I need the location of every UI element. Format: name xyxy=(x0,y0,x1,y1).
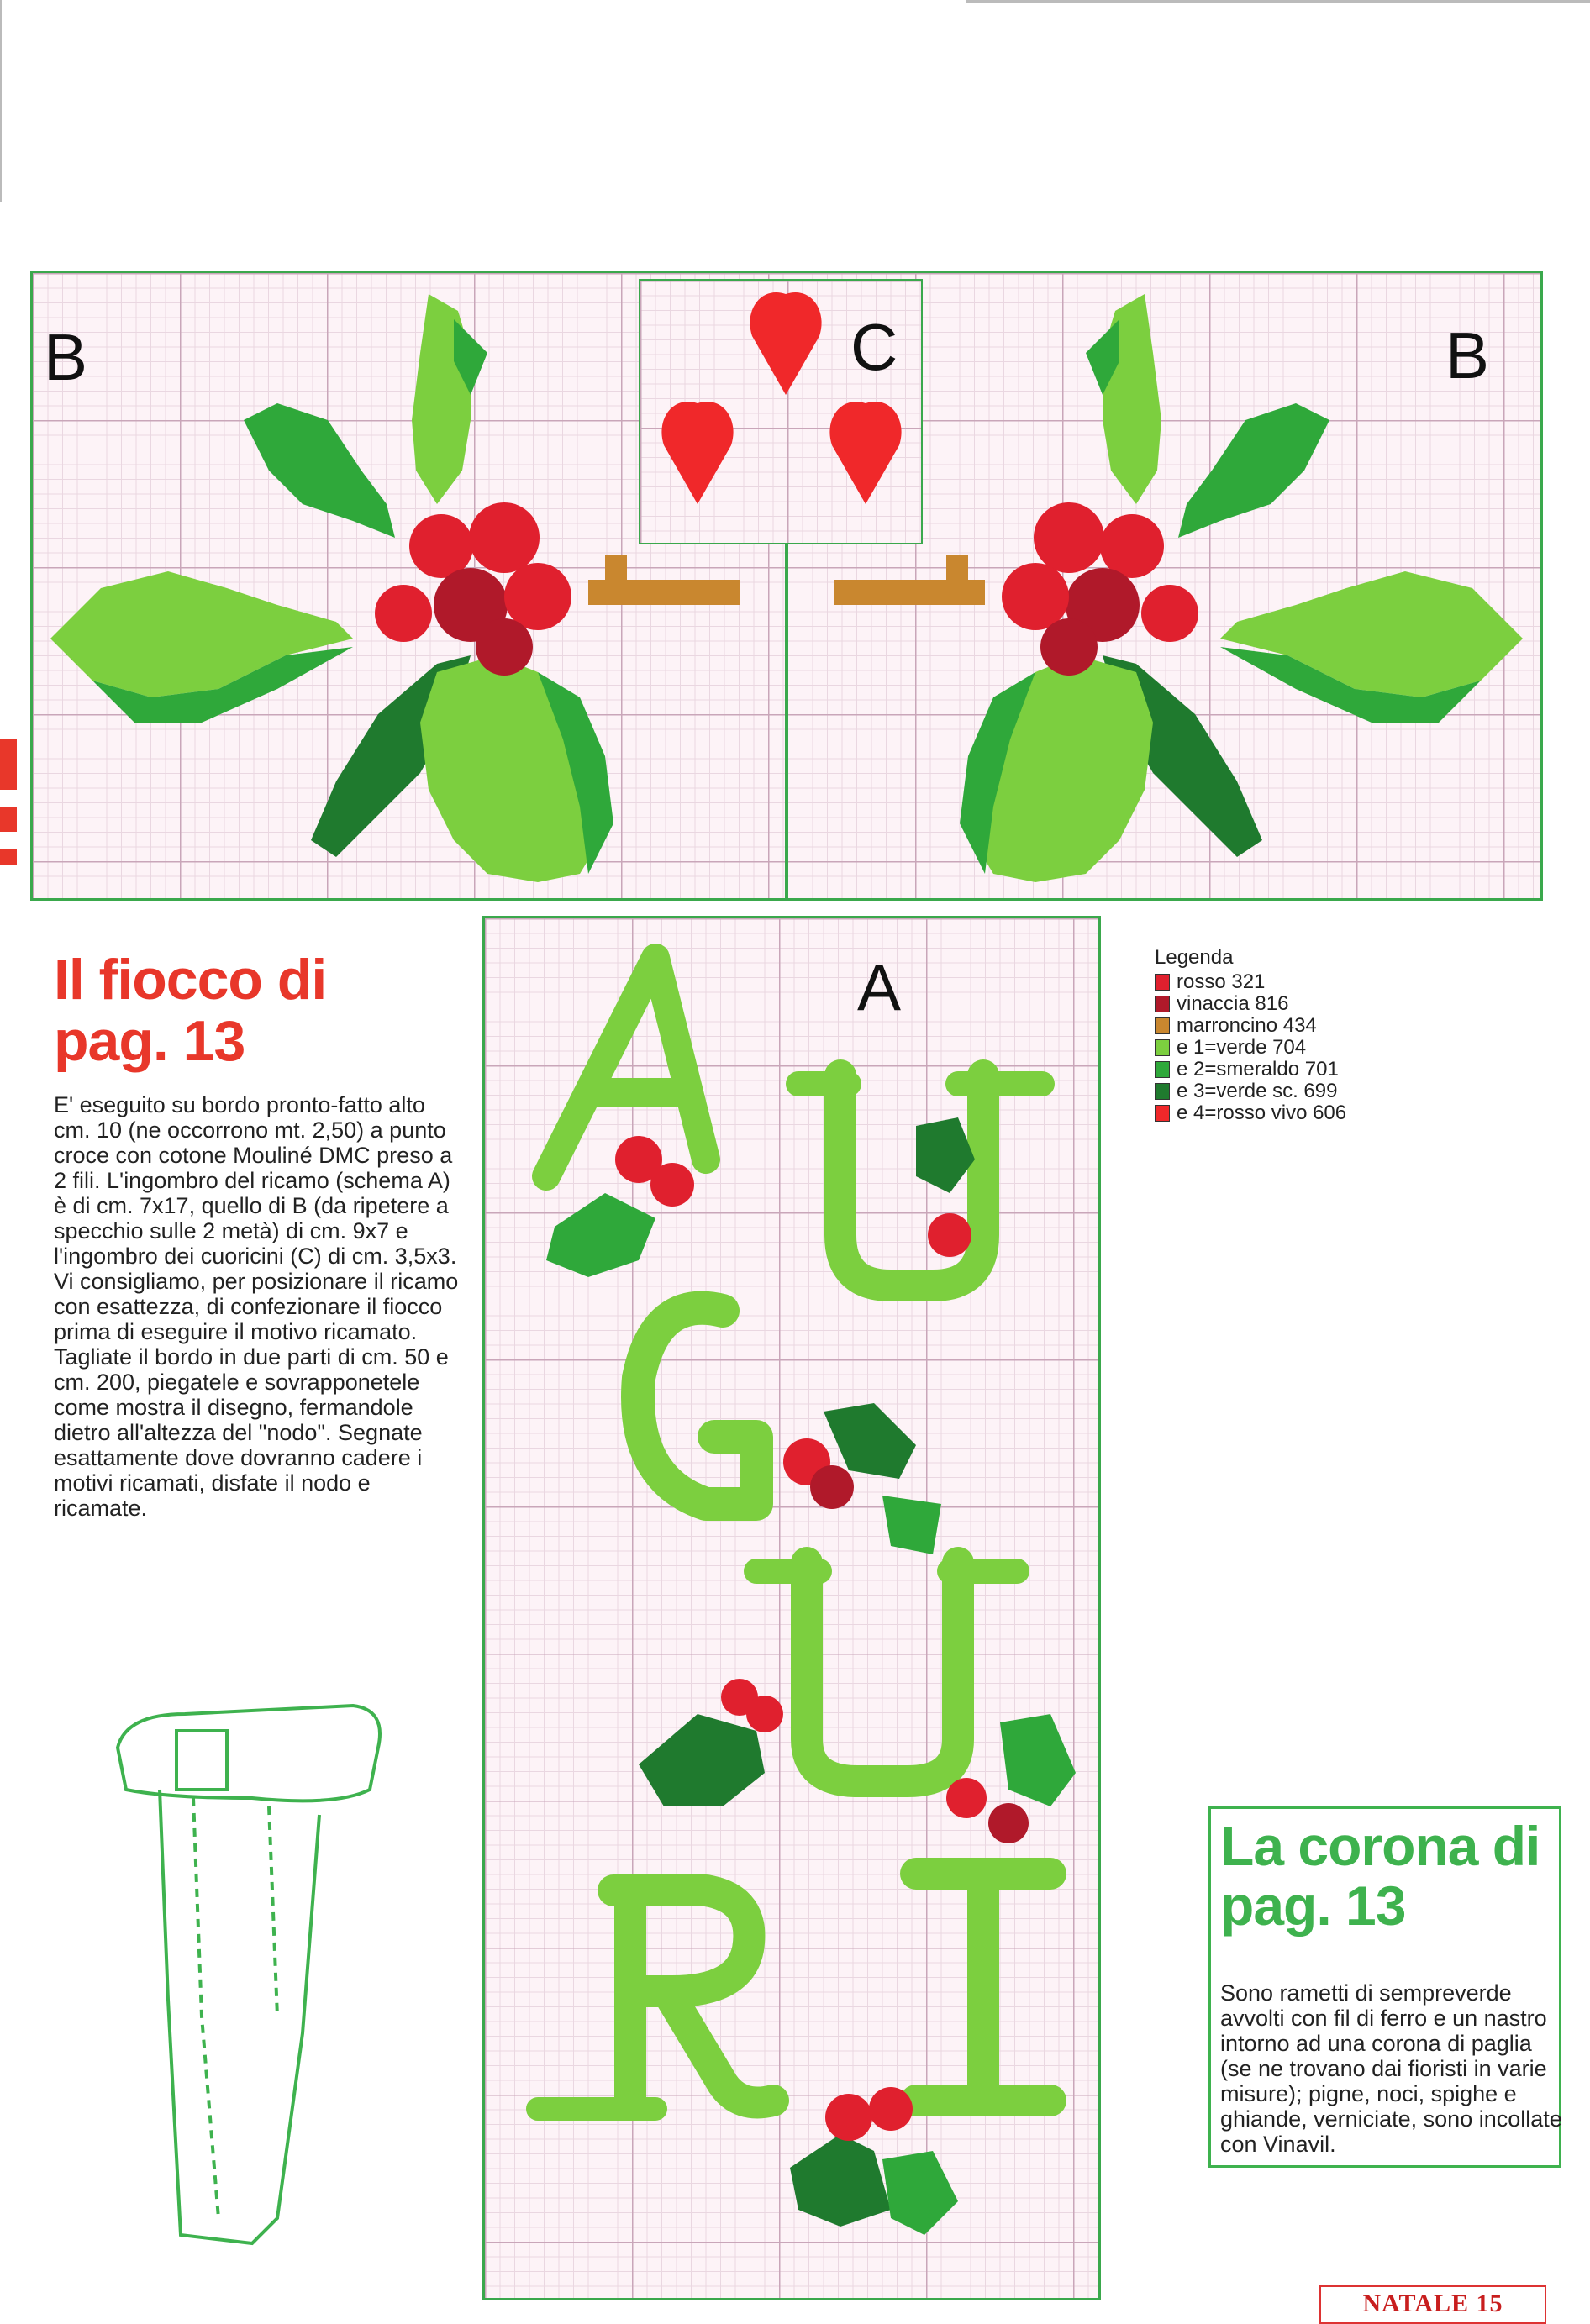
letter-u xyxy=(840,1075,983,1286)
berry xyxy=(476,618,533,676)
legend-label: e 4=rosso vivo 606 xyxy=(1177,1102,1347,1124)
legend-label: marroncino 434 xyxy=(1177,1014,1317,1037)
berry xyxy=(928,1213,971,1257)
bow-drawing xyxy=(118,1706,380,2243)
bow-dash xyxy=(269,1806,277,2016)
holly-leaf xyxy=(1000,1714,1076,1806)
holly-leaf xyxy=(1178,403,1329,538)
scheme-a-label: A xyxy=(857,950,902,1024)
legend-item xyxy=(1155,1037,1457,1059)
holly-leaf xyxy=(546,1193,655,1277)
legend-label: e 3=verde sc. 699 xyxy=(1177,1080,1338,1102)
heart xyxy=(829,402,901,504)
berry xyxy=(1040,618,1098,676)
holly-left xyxy=(50,294,740,882)
corona-body: Sono rametti di sempreverde avvolti con fil di ferro e un nastro intorno ad una corona di paglia (se ne trovano dai fioristi in varie misure); pigne, noci, spighe e ghiande, verniciate, sono incollate con Vinavil. xyxy=(1220,1980,1562,2157)
holly-stem xyxy=(605,555,627,588)
berry xyxy=(1141,585,1198,642)
legend-swatch xyxy=(1155,1105,1170,1122)
legend-swatch xyxy=(1155,974,1170,991)
bow-loop xyxy=(118,1706,380,1801)
bow-knot xyxy=(176,1731,227,1790)
legend-swatch xyxy=(1155,1017,1170,1034)
legend-label: e 2=smeraldo 701 xyxy=(1177,1058,1339,1081)
letter-u2 xyxy=(807,1563,958,1781)
footer-magazine-name: NATALE xyxy=(1362,2290,1470,2317)
holly-stem xyxy=(946,555,968,588)
scheme-b-right-label: B xyxy=(1445,318,1490,392)
holly-leaf xyxy=(244,403,395,538)
fiocco-title: Il fiocco di pag. 13 xyxy=(54,948,327,1074)
berry xyxy=(1002,563,1069,630)
berry xyxy=(1100,514,1164,578)
holly-leaf xyxy=(790,2134,891,2227)
letter-g xyxy=(638,1308,756,1504)
legend-swatch xyxy=(1155,1083,1170,1100)
legend-item xyxy=(1155,1102,1457,1124)
bow-tail-inner xyxy=(193,1798,218,2218)
legend-label: e 1=verde 704 xyxy=(1177,1036,1307,1059)
auguri-letters xyxy=(538,958,1050,2109)
legend-item xyxy=(1155,993,1457,1015)
scheme-b-left-label: B xyxy=(44,320,88,394)
fiocco-body: E' eseguito su bordo pronto-fatto alto cm. 10 (ne occorrono mt. 2,50) a punto croce con cotone Mouliné DMC preso a 2 fili. L'ingombro del ricamo (schema A) è di cm. 7x17, quello di B (da ripetere a specchio sulle 2 metà) di cm. 9x7 e l'ingombro dei cuoricini (C) di cm. 3,5x3. Vi consigliamo, per posizionare il ricamo con esattezza, di confezionare il fiocco prima di eseguire il motivo ricamato. Tagliate il bordo in due parti di cm. 50 e cm. 200, piegatele e sovrapponetele come mostra il disegno, fermandole dietro all'altezza del "nodo". Segnate esattamente dove dovranno cadere i motivi ricamati, disfate il nodo e ricamate. xyxy=(54,1092,459,1521)
holly-right xyxy=(834,294,1523,882)
heart xyxy=(750,292,821,395)
holly-leaf xyxy=(882,1496,941,1554)
berry xyxy=(869,2087,913,2131)
berry xyxy=(988,1803,1029,1843)
berry xyxy=(810,1465,854,1509)
holly-leaf xyxy=(916,1117,975,1193)
legend-swatch xyxy=(1155,1039,1170,1056)
corona-title: La corona di pag. 13 xyxy=(1220,1815,1540,1938)
legend-item xyxy=(1155,1081,1457,1102)
holly-leaf xyxy=(882,2151,958,2235)
legend-swatch xyxy=(1155,1061,1170,1078)
berry xyxy=(375,585,432,642)
holly-leaf xyxy=(1103,294,1161,504)
scheme-c-label: C xyxy=(850,310,898,384)
holly-leaf xyxy=(50,571,353,697)
berry xyxy=(504,563,571,630)
holly-leaf xyxy=(1220,571,1523,697)
letter-r xyxy=(613,1890,773,2103)
berry xyxy=(409,514,473,578)
legend-item xyxy=(1155,971,1457,993)
legend-title: Legenda xyxy=(1155,946,1234,969)
hearts xyxy=(661,292,901,504)
footer-page-number: 15 xyxy=(1476,2290,1503,2317)
legend-label: vinaccia 816 xyxy=(1177,992,1289,1015)
legend-rows xyxy=(1155,971,1457,1124)
legend-item xyxy=(1155,1059,1457,1081)
legend-swatch xyxy=(1155,996,1170,1012)
berry xyxy=(946,1778,987,1818)
legend xyxy=(1155,946,1457,1124)
heart xyxy=(661,402,733,504)
berry xyxy=(825,2094,872,2141)
holly-leaf xyxy=(412,294,471,504)
berry xyxy=(746,1696,783,1732)
holly-leaf xyxy=(639,1714,765,1806)
legend-label: rosso 321 xyxy=(1177,970,1266,993)
footer-magazine xyxy=(1319,2285,1546,2324)
berry xyxy=(650,1163,694,1207)
bow-tail xyxy=(160,1790,319,2243)
side-page-marker xyxy=(0,739,17,865)
legend-item xyxy=(1155,1015,1457,1037)
letter-i xyxy=(916,1874,1050,2101)
berry xyxy=(1034,502,1104,573)
berry xyxy=(469,502,540,573)
